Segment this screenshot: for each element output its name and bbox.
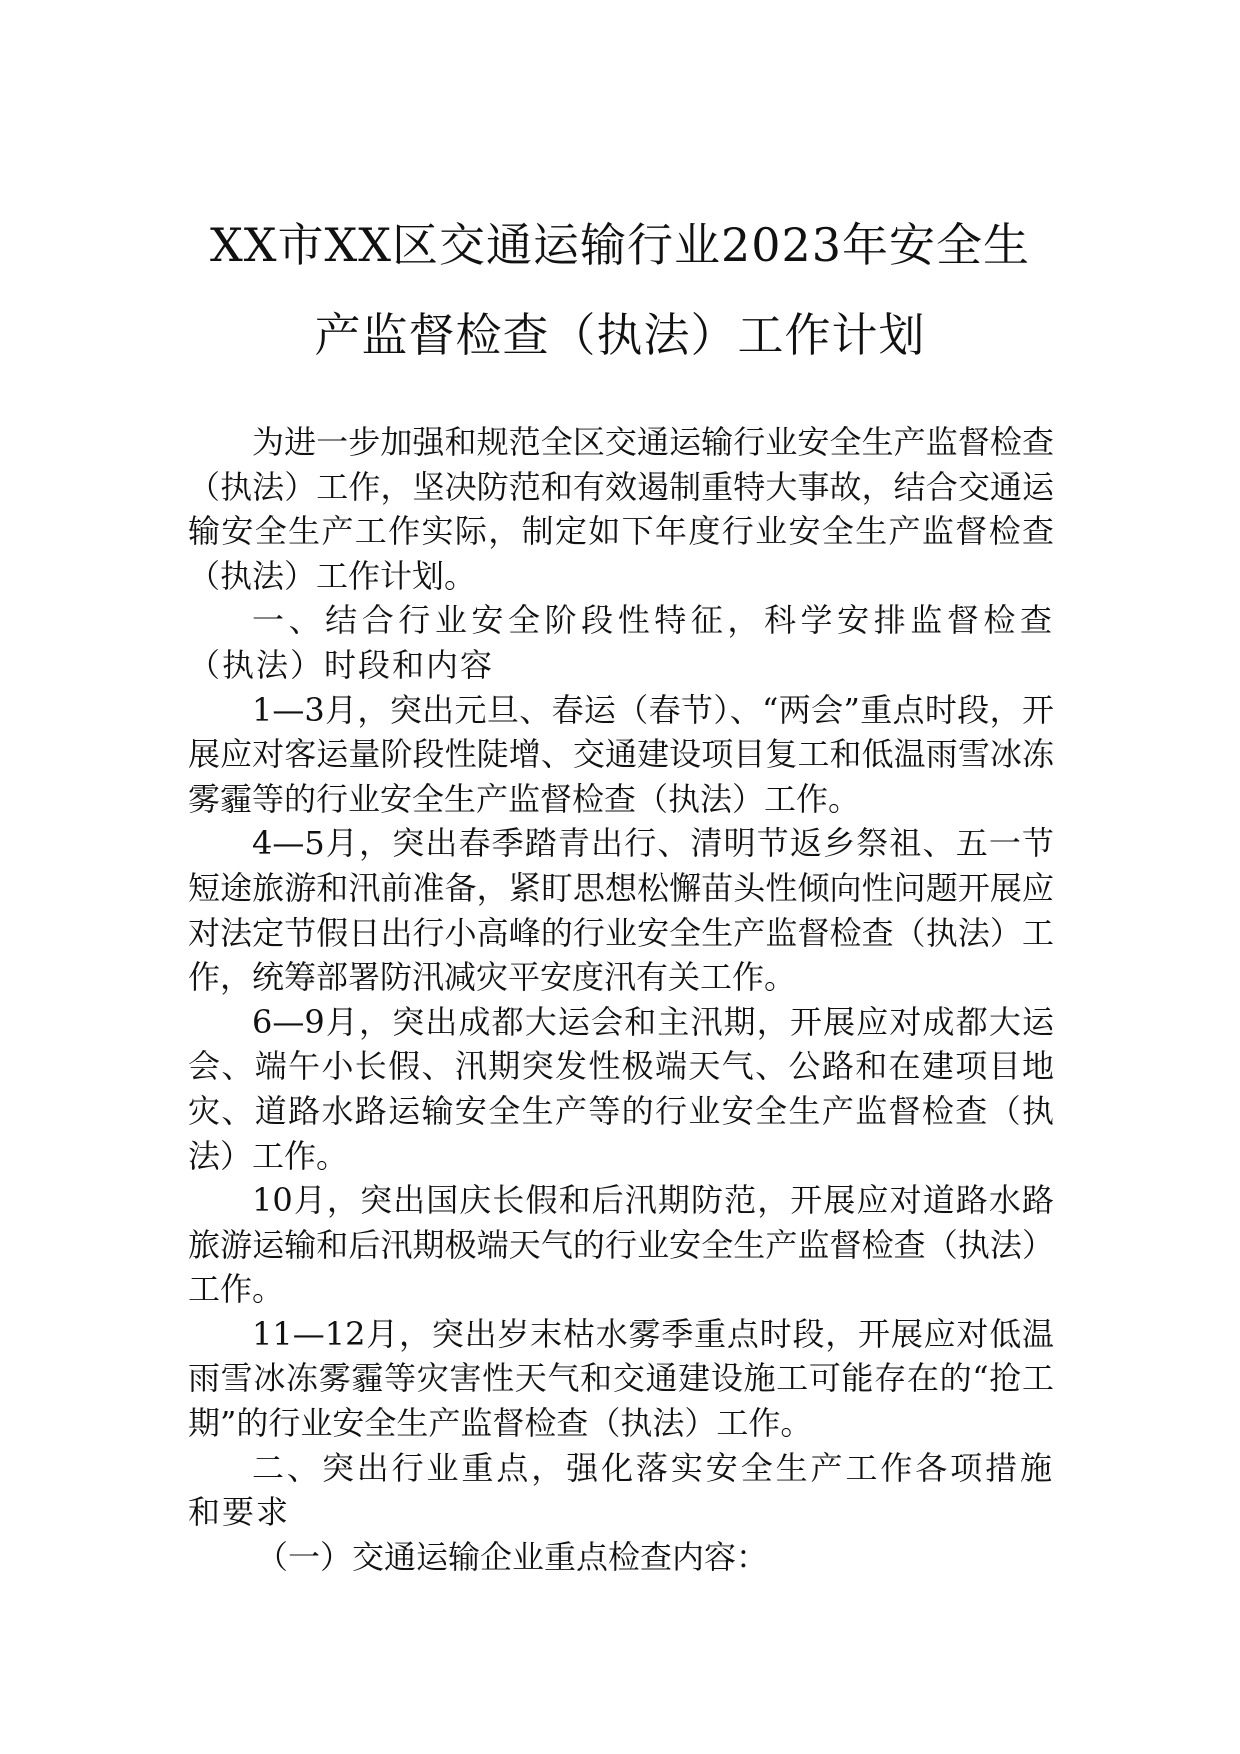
schedule-paragraph-jan-mar: 1—3月，突出元旦、春运（春节）、“两会”重点时段，开展应对客运量阶段性陡增、交通建设项目复工和低温雨雪冰冻雾霾等的行业安全生产监督检查（执法）工作。 xyxy=(188,690,1054,818)
schedule-paragraph-oct: 10月，突出国庆长假和后汛期防范，开展应对道路水路旅游运输和后汛期极端天气的行业安全生产监督检查（执法）工作。 xyxy=(188,1181,1054,1309)
section-heading-2: 二、突出行业重点，强化落实安全生产工作各项措施和要求 xyxy=(188,1448,1054,1532)
document-title xyxy=(130,200,1110,380)
document-body xyxy=(188,420,1054,1579)
intro-paragraph: 为进一步加强和规范全区交通运输行业安全生产监督检查（执法）工作，坚决防范和有效遏制重特大事故，结合交通运输安全生产工作实际，制定如下年度行业安全生产监督检查（执法）工作计划。 xyxy=(188,423,1054,595)
schedule-paragraph-jun-sep: 6—9月，突出成都大运会和主汛期，开展应对成都大运会、端午小长假、汛期突发性极端天气、公路和在建项目地灾、道路水路运输安全生产等的行业安全生产监督检查（执法）工作。 xyxy=(188,1002,1054,1175)
title-line-1: XX市XX区交通运输行业2023年安全生 xyxy=(209,218,1031,272)
subsection-heading-1: （一）交通运输企业重点检查内容： xyxy=(256,1537,769,1576)
schedule-paragraph-nov-dec: 11—12月，突出岁末枯水雾季重点时段，开展应对低温雨雪冰冻雾霾等灾害性天气和交通建设施工可能存在的“抢工期”的行业安全生产监督检查（执法）工作。 xyxy=(188,1314,1054,1443)
schedule-paragraph-apr-may: 4—5月，突出春季踏青出行、清明节返乡祭祖、五一节短途旅游和汛前准备，紧盯思想松懈苗头性倾向性问题开展应对法定节假日出行小高峰的行业安全生产监督检查（执法）工作，统筹部署防汛减灾平安度汛有关工作。 xyxy=(188,824,1054,997)
section-heading-1: 一、结合行业安全阶段性特征，科学安排监督检查（执法）时段和内容 xyxy=(188,601,1054,684)
title-line-2: 产监督检查（执法）工作计划 xyxy=(314,308,926,362)
